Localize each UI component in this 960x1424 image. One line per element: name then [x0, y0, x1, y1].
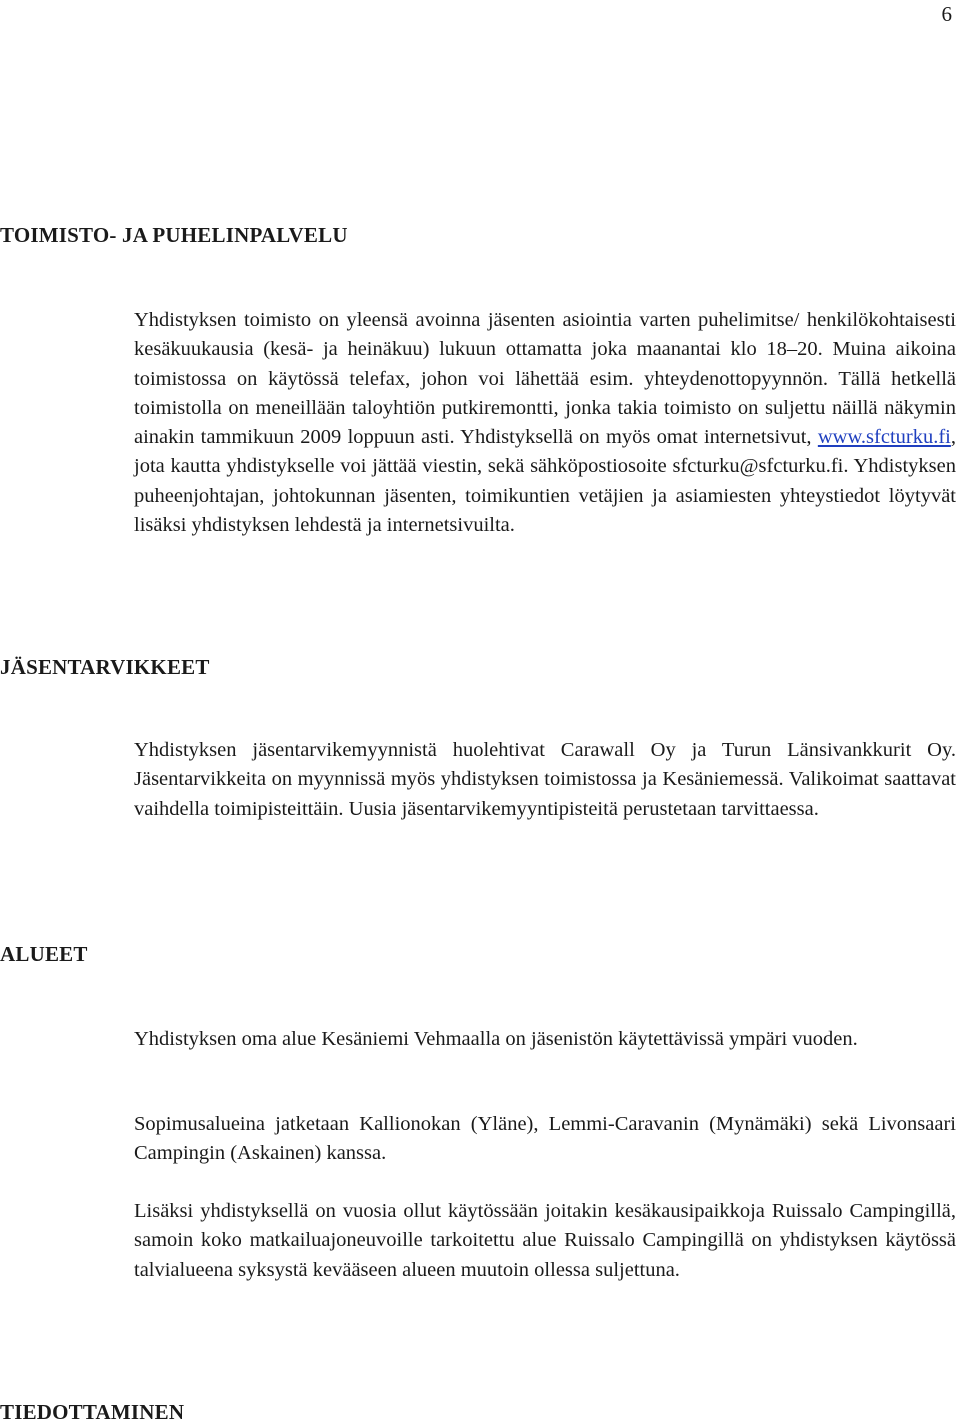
website-link[interactable]: www.sfcturku.fi [817, 426, 951, 449]
paragraph-alueet-3: Lisäksi yhdistyksellä on vuosia ollut käytössään joitakin kesäkausipaikkoja Ruissalo Campingillä, samoin koko matkailuajoneuvoille tarkoitettu alue Ruissalo Campingillä on yhdistyksen käytössä talvialueena syksystä kevääseen alueen muutoin ollessa suljettuna. [134, 1200, 956, 1281]
paragraph-toimisto [134, 306, 956, 540]
paragraph-text: Yhdistyksen toimisto on yleensä avoinna jäsenten asiointia varten puhelimitse/ henkilökohtaisesti kesäkuukausia (kesä- ja heinäkuu) lukuun ottamatta joka maanantai klo 18–20. Muina aikoina toimistossa on käytössä telefax, johon voi lähettää esim. yhteydenottopyynnön. Tällä hetkellä toimistolla on meneillään taloyhtiön putkiremontti, jonka takia toimisto on suljettu näillä näkymin ainakin tammikuun 2009 loppuun asti. Yhdistyksellä on myös omat internetsivut, [134, 309, 956, 449]
page-number: 6 [941, 2, 952, 26]
paragraph-alueet-2: Sopimusalueina jatketaan Kallionokan (Yläne), Lemmi-Caravanin (Mynämäki) sekä Livonsaari Campingin (Askainen) kanssa. [134, 1113, 956, 1165]
paragraph-jasentarvikkeet: Yhdistyksen jäsentarvikemyynnistä huolehtivat Carawall Oy ja Turun Länsivankkurit Oy. Jäsentarvikkeita on myynnissä myös yhdistyksen toimistossa ja Kesäniemessä. Valikoimat saattavat vaihdella toimipisteittäin. Uusia jäsentarvikemyyntipisteitä perustetaan tarvittaessa. [134, 739, 956, 820]
section-heading-tiedottaminen: TIEDOTTAMINEN [0, 1400, 185, 1424]
paragraph-text: , jota kautta yhdistykselle voi jättää viestin, sekä sähköpostiosoite sfcturku@sfcturku.fi. Yhdistyksen puheenjohtajan, johtokunnan jäsenten, toimikuntien vetäjien ja asiamiesten yhteystiedot löytyvät lisäksi yhdistyksen lehdestä ja internetsivuilta. [134, 426, 956, 537]
section-heading-alueet: ALUEET [0, 942, 88, 966]
paragraph-alueet-1: Yhdistyksen oma alue Kesäniemi Vehmaalla on jäsenistön käytettävissä ympäri vuoden. [134, 1028, 858, 1050]
section-heading-toimisto: TOIMISTO- JA PUHELINPALVELU [0, 223, 348, 247]
section-heading-jasentarvikkeet: JÄSENTARVIKKEET [0, 655, 210, 679]
